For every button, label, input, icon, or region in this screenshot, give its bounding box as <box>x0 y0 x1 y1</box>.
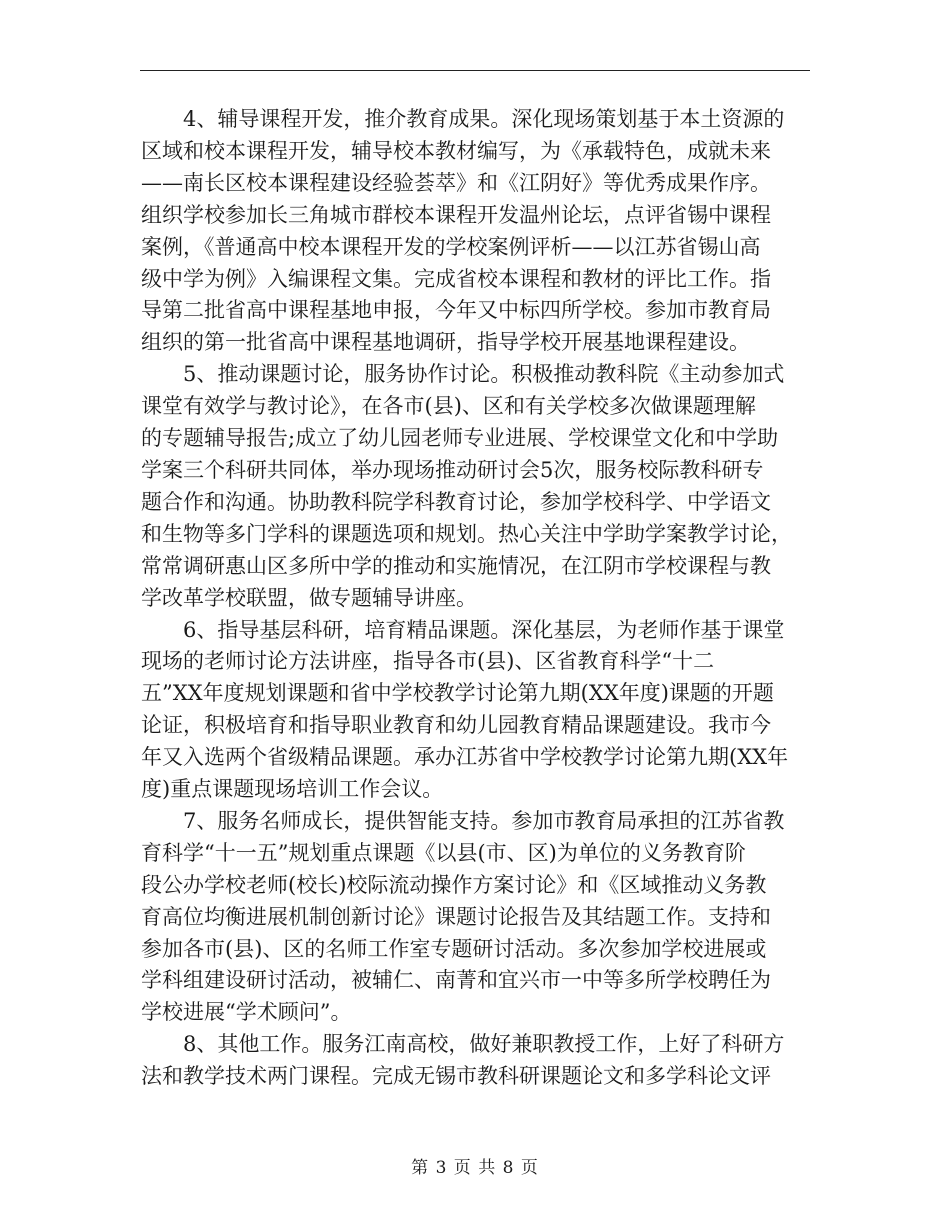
text-line: 6、指导基层科研，培育精品课题。深化基层，为老师作基于课堂 <box>183 617 785 642</box>
text-line: 五”XX年度规划课题和省中学校教学讨论第九期(XX年度)课题的开题 <box>141 681 774 706</box>
text-line: 级中学为例》入编课程文集。完成省校本课程和教材的评比工作。指 <box>141 266 771 291</box>
text-line: 和生物等多门学科的课题选项和规划。热心关注中学助学案教学讨论， <box>141 521 792 546</box>
paragraph-4 <box>141 104 809 359</box>
text-line: 学案三个科研共同体，举办现场推动研讨会5次，服务校际教科研专 <box>141 457 764 482</box>
text-line: 导第二批省高中课程基地申报，今年又中标四所学校。参加市教育局 <box>141 298 771 323</box>
text-line: 学科组建设研讨活动，被辅仁、南菁和宜兴市一中等多所学校聘任为 <box>141 968 771 993</box>
paragraph-7 <box>141 806 809 1029</box>
text-line: 题合作和沟通。协助教科院学科教育讨论，参加学校科学、中学语文 <box>141 489 771 514</box>
document-body <box>141 104 809 1093</box>
text-line: 参加各市(县)、区的名师工作室专题研讨活动。多次参加学校进展或 <box>141 936 767 961</box>
text-line: 组织学校参加长三角城市群校本课程开发温州论坛，点评省锡中课程 <box>141 202 771 227</box>
text-line: 7、服务名师成长，提供智能支持。参加市教育局承担的江苏省教 <box>183 808 785 833</box>
text-line: 学校进展“学术顾问”。 <box>141 1000 352 1025</box>
text-line: 论证，积极培育和指导职业教育和幼儿园教育精品课题建设。我市今 <box>141 713 771 738</box>
text-line: 组织的第一批省高中课程基地调研，指导学校开展基地课程建设。 <box>141 330 750 355</box>
text-line: 现场的老师讨论方法讲座，指导各市(县)、区省教育科学“十二 <box>141 649 715 674</box>
paragraph-8 <box>141 1029 809 1093</box>
text-line: 常常调研惠山区多所中学的推动和实施情况，在江阴市学校课程与教 <box>141 553 771 578</box>
text-line: 学改革学校联盟，做专题辅导讲座。 <box>141 585 477 610</box>
text-line: 法和教学技术两门课程。完成无锡市教科研课题论文和多学科论文评 <box>141 1064 771 1089</box>
text-line: 课堂有效学与教讨论》，在各市(县)、区和有关学校多次做课题理解 <box>141 394 756 419</box>
text-line: ——南长区校本课程建设经验荟萃》和《江阴好》等优秀成果作序。 <box>141 170 771 195</box>
text-line: 案例，《普通高中校本课程开发的学校案例评析——以江苏省锡山高 <box>141 234 761 259</box>
text-line: 度)重点课题现场培训工作会议。 <box>141 777 444 802</box>
paragraph-6 <box>141 615 809 806</box>
text-line: 8、其他工作。服务江南高校，做好兼职教授工作，上好了科研方 <box>183 1032 785 1057</box>
header-rule <box>140 70 810 71</box>
text-line: 4、辅导课程开发，推介教育成果。深化现场策划基于本土资源的 <box>183 107 785 131</box>
paragraph-5 <box>141 359 809 614</box>
text-line: 育科学“十一五”规划重点课题《以县(市、区)为单位的义务教育阶 <box>141 840 746 865</box>
text-line: 年又入选两个省级精品课题。承办江苏省中学校教学讨论第九期(XX年 <box>141 745 789 770</box>
page-number: 第 3 页 共 8 页 <box>411 1158 539 1178</box>
text-line: 段公办学校老师(校长)校际流动操作方案讨论》和《区域推动义务教 <box>141 872 767 897</box>
text-line: 育高位均衡进展机制创新讨论》课题讨论报告及其结题工作。支持和 <box>141 904 771 929</box>
text-line: 区域和校本课程开发，辅导校本教材编写，为《承载特色，成就未来 <box>141 138 771 163</box>
text-line: 的专题辅导报告;成立了幼儿园老师专业进展、学校课堂文化和中学助 <box>141 426 779 451</box>
text-line: 5、推动课题讨论，服务协作讨论。积极推动教科院《主动参加式 <box>183 362 785 387</box>
